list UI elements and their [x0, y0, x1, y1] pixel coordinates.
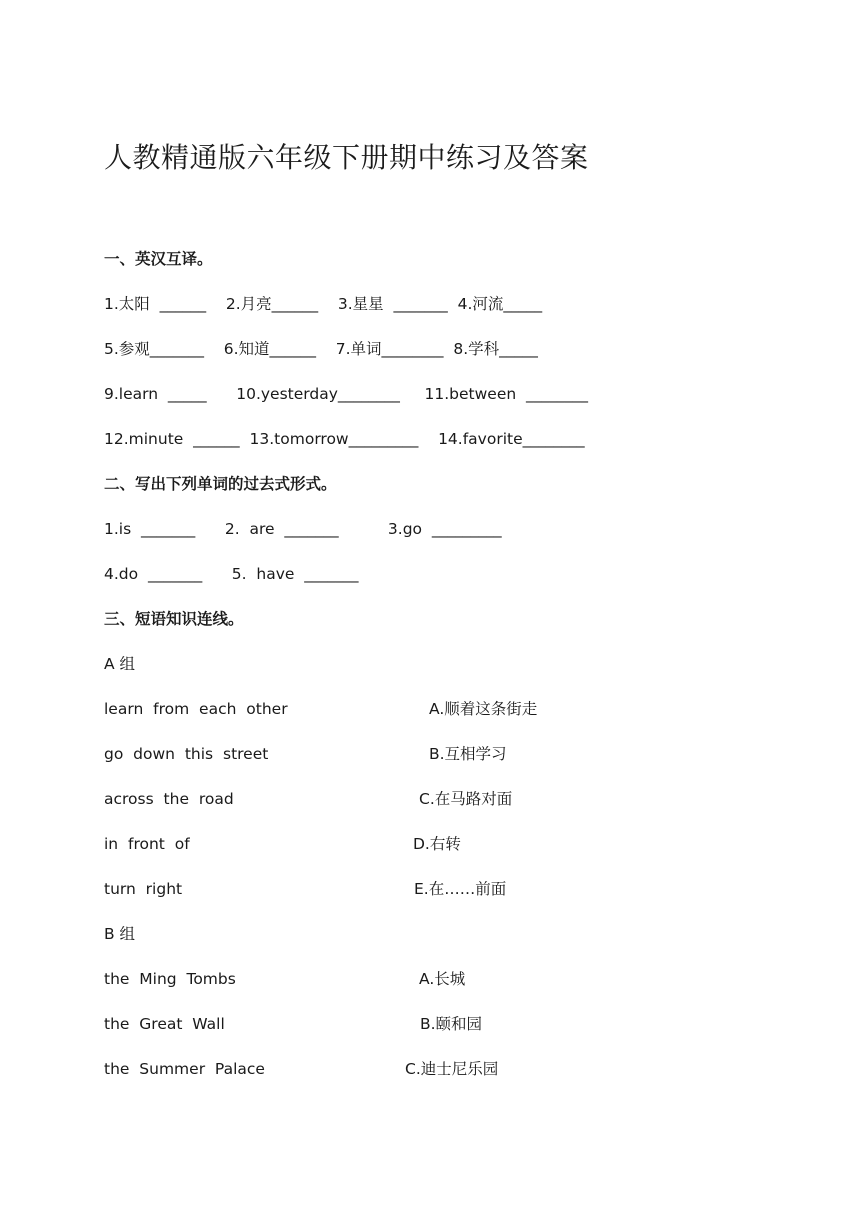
match-answer: D.右转 — [413, 835, 461, 853]
exercise-line: 4.do _______ 5. have _______ — [104, 565, 359, 583]
match-phrase: go down this street — [104, 745, 269, 763]
exercise-line: 5.参观_______ 6.知道______ 7.单词________ 8.学科_____ — [104, 340, 538, 358]
match-phrase: across the road — [104, 790, 234, 808]
match-answer: B.互相学习 — [429, 745, 507, 763]
match-answer: C.在马路对面 — [419, 790, 513, 808]
match-answer: A.顺着这条街走 — [429, 700, 538, 718]
match-phrase: the Great Wall — [104, 1015, 225, 1033]
match-phrase: the Summer Palace — [104, 1060, 265, 1078]
section-heading-matching: 三、短语知识连线。 — [104, 610, 244, 628]
exercise-line: 1.is _______ 2. are _______ 3.go _________ — [104, 520, 502, 538]
exercise-line: 12.minute ______ 13.tomorrow_________ 14.favorite________ — [104, 430, 585, 448]
match-answer: B.颐和园 — [420, 1015, 483, 1033]
match-answer: E.在……前面 — [414, 880, 507, 898]
exercise-line: 9.learn _____ 10.yesterday________ 11.between ________ — [104, 385, 589, 403]
match-answer: A.长城 — [419, 970, 466, 988]
group-label-a: A 组 — [104, 655, 136, 673]
match-answer: C.迪士尼乐园 — [405, 1060, 499, 1078]
page-title: 人教精通版六年级下册期中练习及答案 — [104, 141, 589, 174]
match-phrase: in front of — [104, 835, 190, 853]
match-phrase: learn from each other — [104, 700, 288, 718]
section-heading-translation: 一、英汉互译。 — [104, 250, 213, 268]
match-phrase: turn right — [104, 880, 183, 898]
exercise-line: 1.太阳 ______ 2.月亮______ 3.星星 _______ 4.河流_____ — [104, 295, 543, 313]
section-heading-past-tense: 二、写出下列单词的过去式形式。 — [104, 475, 337, 493]
group-label-b: B 组 — [104, 925, 136, 943]
match-phrase: the Ming Tombs — [104, 970, 236, 988]
